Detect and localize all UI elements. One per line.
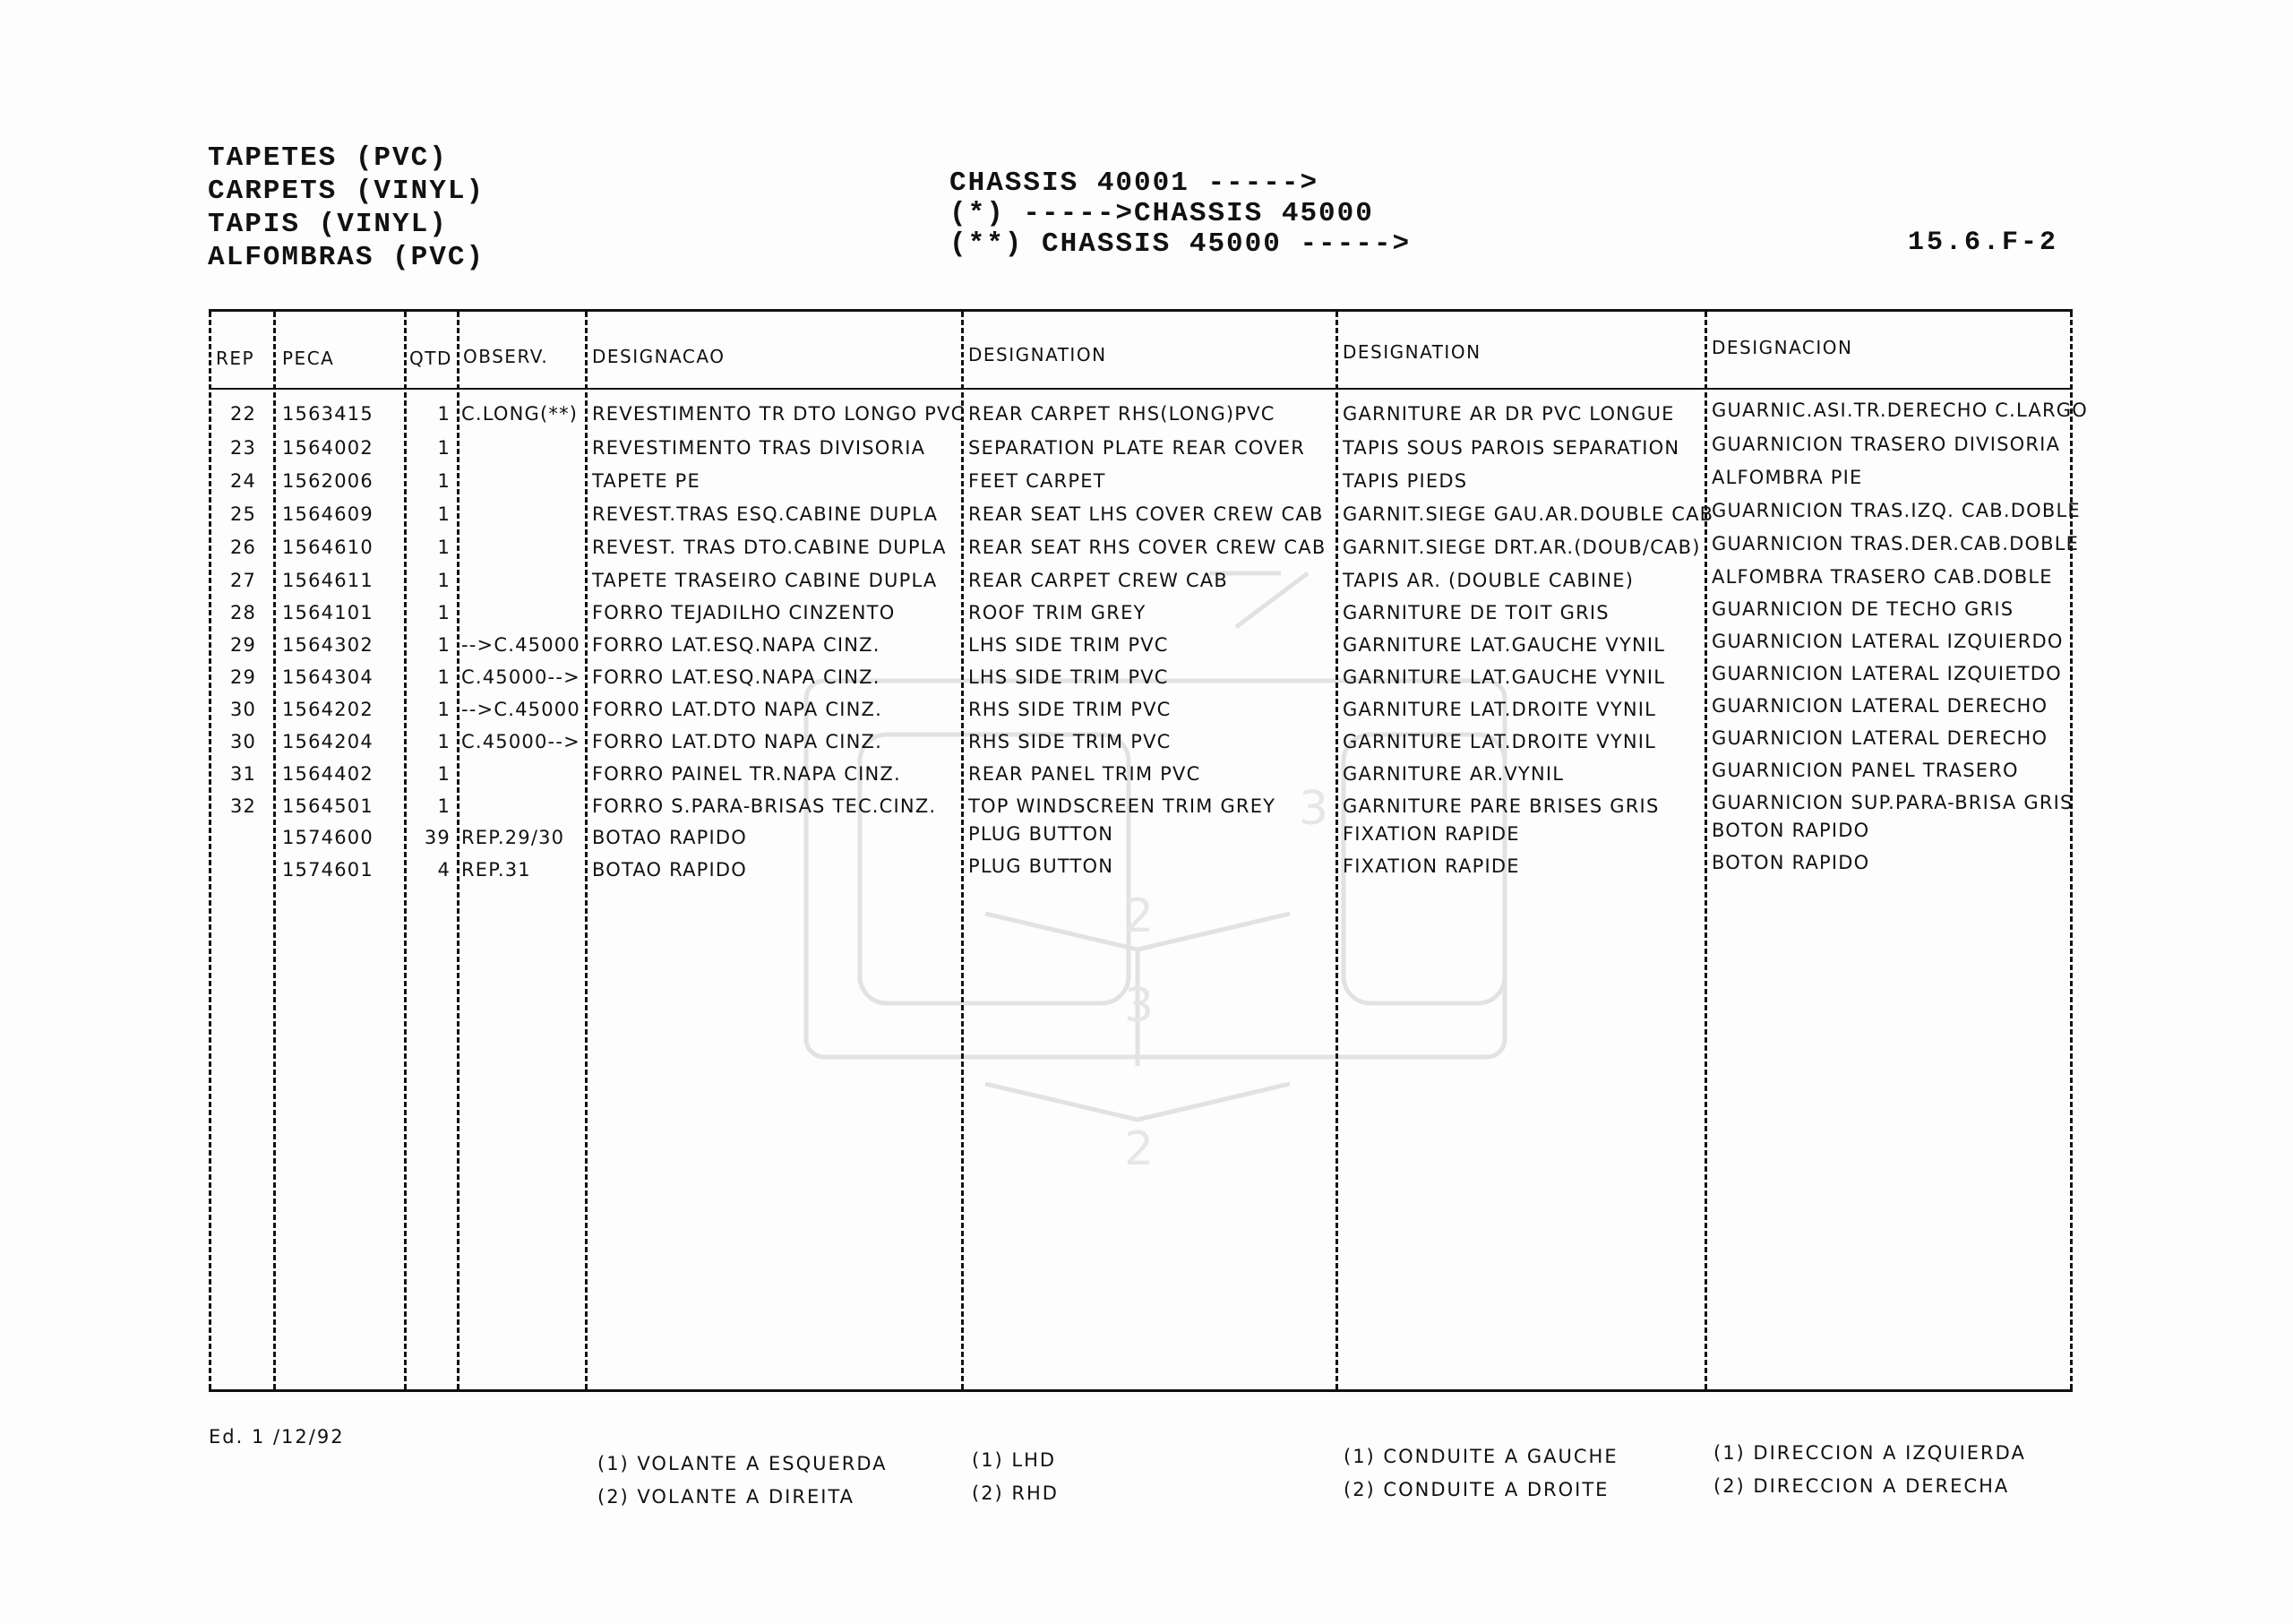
cell-rep: 32	[230, 795, 257, 817]
cell-qtd: 1	[437, 731, 451, 752]
footnote-line: (1) DIRECCION A IZQUIERDA	[1713, 1442, 2026, 1464]
cell-designacao: FORRO TEJADILHO CINZENTO	[592, 602, 896, 623]
cell-peca: 1564204	[282, 731, 374, 752]
cell-rep: 23	[230, 437, 257, 459]
cell-designacao: REVEST.TRAS ESQ.CABINE DUPLA	[592, 503, 939, 525]
cell-designation-en: PLUG BUTTON	[968, 823, 1114, 845]
cell-designacion: GUARNICION TRAS.DER.CAB.DOBLE	[1712, 533, 2080, 554]
cell-designation-fr: FIXATION RAPIDE	[1343, 855, 1520, 877]
cell-peca: 1564501	[282, 795, 374, 817]
header-peca: PECA	[282, 348, 335, 369]
svg-text:2: 2	[1124, 889, 1155, 943]
cell-peca: 1564101	[282, 602, 374, 623]
cell-qtd: 1	[437, 795, 451, 817]
cell-designation-fr: GARNITURE DE TOIT GRIS	[1343, 602, 1610, 623]
cell-designacao: FORRO PAINEL TR.NAPA CINZ.	[592, 763, 901, 785]
table-row	[209, 663, 2073, 698]
cell-qtd: 1	[437, 437, 451, 459]
cell-designation-fr: TAPIS AR. (DOUBLE CABINE)	[1343, 570, 1635, 591]
cell-designacion: ALFOMBRA TRASERO CAB.DOBLE	[1712, 566, 2053, 588]
header-designacao: DESIGNACAO	[592, 346, 726, 367]
cell-peca: 1564302	[282, 634, 374, 656]
table-row	[209, 467, 2073, 502]
cell-peca: 1563415	[282, 403, 374, 425]
cell-rep: 30	[230, 731, 257, 752]
cell-designation-fr: GARNITURE LAT.GAUCHE VYNIL	[1343, 634, 1666, 656]
cell-qtd: 4	[437, 859, 451, 881]
chassis-range	[949, 168, 1411, 260]
cell-observ: C.45000-->	[461, 666, 580, 688]
cell-designacion: BOTON RAPIDO	[1712, 820, 1870, 841]
cell-qtd: 1	[437, 699, 451, 720]
cell-designacion: BOTON RAPIDO	[1712, 852, 1870, 873]
cell-designacion: ALFOMBRA PIE	[1712, 467, 1863, 488]
header-qtd: QTD	[409, 348, 452, 369]
footnote-pt	[597, 1448, 888, 1514]
cell-rep: 25	[230, 503, 257, 525]
footnote-line: (1) VOLANTE A ESQUERDA	[597, 1453, 888, 1474]
footnote-line: (2) DIRECCION A DERECHA	[1713, 1475, 2010, 1497]
cell-designation-fr: GARNITURE LAT.DROITE VYNIL	[1343, 699, 1657, 720]
table-row	[209, 434, 2073, 468]
title-fr: TAPIS (VINYL)	[208, 209, 448, 240]
cell-designation-en: REAR SEAT LHS COVER CREW CAB	[968, 503, 1324, 525]
cell-peca: 1574600	[282, 827, 374, 848]
cell-qtd: 1	[437, 666, 451, 688]
cell-designacao: REVESTIMENTO TRAS DIVISORIA	[592, 437, 926, 459]
table-row	[209, 760, 2073, 795]
cell-designacao: FORRO LAT.DTO NAPA CINZ.	[592, 699, 882, 720]
footnote-fr	[1344, 1440, 1619, 1507]
chassis-line-3: (**) CHASSIS 45000 ----->	[949, 228, 1412, 260]
cell-peca: 1564304	[282, 666, 374, 688]
header-designation-fr: DESIGNATION	[1343, 341, 1481, 363]
cell-qtd: 1	[437, 634, 451, 656]
table-row	[209, 598, 2073, 633]
cell-qtd: 1	[437, 470, 451, 492]
cell-observ: REP.29/30	[461, 827, 565, 848]
table-row	[209, 727, 2073, 762]
table-row	[209, 566, 2073, 601]
cell-designacao: BOTAO RAPIDO	[592, 859, 748, 881]
footnote-es	[1713, 1437, 2026, 1503]
cell-designation-fr: GARNIT.SIEGE DRT.AR.(DOUB/CAB)	[1343, 537, 1701, 558]
cell-qtd: 1	[437, 403, 451, 425]
page-reference: 15.6.F-2	[1908, 228, 2059, 258]
cell-observ: C.LONG(**)	[461, 403, 579, 425]
header-rep: REP	[216, 348, 255, 369]
svg-text:2: 2	[1124, 1122, 1155, 1176]
cell-designacion: GUARNICION LATERAL IZQUIERDO	[1712, 631, 2064, 652]
cell-rep: 26	[230, 537, 257, 558]
cell-designation-fr: GARNITURE LAT.GAUCHE VYNIL	[1343, 666, 1666, 688]
cell-qtd: 1	[437, 602, 451, 623]
table-row	[209, 852, 2073, 890]
cell-qtd: 1	[437, 570, 451, 591]
cell-observ: -->C.45000	[461, 634, 580, 656]
cell-designation-en: PLUG BUTTON	[968, 855, 1114, 877]
cell-peca: 1564610	[282, 537, 374, 558]
footnote-line: (2) RHD	[972, 1482, 1059, 1504]
footnote-line: (2) CONDUITE A DROITE	[1344, 1479, 1610, 1500]
cell-designacion: GUARNICION TRASERO DIVISORIA	[1712, 434, 2061, 455]
cell-designation-fr: GARNITURE AR.VYNIL	[1343, 763, 1565, 785]
cell-designacion: GUARNICION LATERAL DERECHO	[1712, 727, 2048, 749]
cell-peca: 1564002	[282, 437, 374, 459]
parts-table	[209, 309, 2088, 1392]
chassis-line-2: (*) ----->CHASSIS 45000	[949, 198, 1374, 229]
cell-designacion: GUARNICION TRAS.IZQ. CAB.DOBLE	[1712, 500, 2081, 521]
cell-qtd: 1	[437, 537, 451, 558]
cell-designacao: TAPETE TRASEIRO CABINE DUPLA	[592, 570, 938, 591]
cell-designation-fr: GARNITURE LAT.DROITE VYNIL	[1343, 731, 1657, 752]
cell-designation-en: LHS SIDE TRIM PVC	[968, 666, 1169, 688]
cell-designation-en: SEPARATION PLATE REAR COVER	[968, 437, 1305, 459]
cell-peca: 1562006	[282, 470, 374, 492]
svg-text:3: 3	[1124, 979, 1155, 1033]
cell-designacion: GUARNICION PANEL TRASERO	[1712, 760, 2019, 781]
cell-rep: 31	[230, 763, 257, 785]
cell-designacao: FORRO LAT.ESQ.NAPA CINZ.	[592, 634, 880, 656]
footnote-line: (1) CONDUITE A GAUCHE	[1344, 1446, 1619, 1467]
cell-rep: 24	[230, 470, 257, 492]
cell-designacao: BOTAO RAPIDO	[592, 827, 748, 848]
cell-designation-en: ROOF TRIM GREY	[968, 602, 1146, 623]
cell-peca: 1564611	[282, 570, 374, 591]
cell-designation-en: RHS SIDE TRIM PVC	[968, 699, 1172, 720]
title-pt: TAPETES (PVC)	[208, 142, 448, 174]
cell-rep: 29	[230, 666, 257, 688]
footnote-en	[972, 1444, 1059, 1510]
cell-observ: C.45000-->	[461, 731, 580, 752]
cell-designation-en: FEET CARPET	[968, 470, 1106, 492]
header-designacion: DESIGNACION	[1712, 337, 1853, 358]
cell-rep: 22	[230, 403, 257, 425]
cell-peca: 1564402	[282, 763, 374, 785]
table-row	[209, 500, 2081, 535]
cell-designacion: GUARNICION LATERAL IZQUIETDO	[1712, 663, 2062, 684]
title-es: ALFOMBRAS (PVC)	[208, 242, 485, 273]
cell-observ: REP.31	[461, 859, 531, 881]
cell-qtd: 1	[437, 503, 451, 525]
footnote-line: (2) VOLANTE A DIREITA	[597, 1486, 855, 1508]
edition-date: Ed. 1 /12/92	[209, 1426, 345, 1448]
chassis-line-1: CHASSIS 40001 ----->	[949, 168, 1319, 199]
table-row	[209, 695, 2073, 730]
cell-qtd: 39	[424, 827, 451, 848]
cell-designacion: GUARNIC.ASI.TR.DERECHO C.LARGO	[1712, 400, 2088, 421]
cell-rep: 28	[230, 602, 257, 623]
cell-designation-en: LHS SIDE TRIM PVC	[968, 634, 1169, 656]
cell-peca: 1574601	[282, 859, 374, 881]
cell-designation-en: REAR PANEL TRIM PVC	[968, 763, 1201, 785]
cell-designation-en: REAR SEAT RHS COVER CREW CAB	[968, 537, 1327, 558]
cell-designation-fr: GARNITURE PARE BRISES GRIS	[1343, 795, 1660, 817]
cell-designation-en: REAR CARPET CREW CAB	[968, 570, 1228, 591]
cell-peca: 1564202	[282, 699, 374, 720]
svg-text:3: 3	[1299, 782, 1329, 836]
cell-designacao: REVESTIMENTO TR DTO LONGO PVC	[592, 403, 966, 425]
cell-designation-en: REAR CARPET RHS(LONG)PVC	[968, 403, 1275, 425]
cell-designacao: TAPETE PE	[592, 470, 700, 492]
cell-qtd: 1	[437, 763, 451, 785]
header-observ: OBSERV.	[463, 346, 549, 367]
cell-peca: 1564609	[282, 503, 374, 525]
cell-designacao: REVEST. TRAS DTO.CABINE DUPLA	[592, 537, 947, 558]
cell-rep: 30	[230, 699, 257, 720]
footnote-line: (1) LHD	[972, 1449, 1057, 1471]
cell-rep: 29	[230, 634, 257, 656]
cell-designacion: GUARNICION DE TECHO GRIS	[1712, 598, 2014, 620]
cell-designation-en: RHS SIDE TRIM PVC	[968, 731, 1172, 752]
document-titles	[208, 142, 485, 274]
cell-designacion: GUARNICION LATERAL DERECHO	[1712, 695, 2048, 717]
cell-rep: 27	[230, 570, 257, 591]
cell-designation-fr: TAPIS SOUS PAROIS SEPARATION	[1343, 437, 1680, 459]
cell-designacao: FORRO LAT.DTO NAPA CINZ.	[592, 731, 882, 752]
title-en: CARPETS (VINYL)	[208, 176, 485, 207]
table-row	[209, 631, 2073, 666]
table-row	[209, 533, 2080, 568]
cell-observ: -->C.45000	[461, 699, 580, 720]
header-rule	[209, 388, 2073, 390]
cell-designacao: FORRO S.PARA-BRISAS TEC.CINZ.	[592, 795, 937, 817]
cell-designation-en: TOP WINDSCREEN TRIM GREY	[968, 795, 1276, 817]
cell-designation-fr: GARNITURE AR DR PVC LONGUE	[1343, 403, 1675, 425]
cell-designacao: FORRO LAT.ESQ.NAPA CINZ.	[592, 666, 880, 688]
header-designation-en: DESIGNATION	[968, 344, 1107, 365]
cell-designation-fr: FIXATION RAPIDE	[1343, 823, 1520, 845]
cell-designacion: GUARNICION SUP.PARA-BRISA GRIS	[1712, 792, 2074, 813]
table-row	[209, 400, 2088, 434]
cell-designation-fr: GARNIT.SIEGE GAU.AR.DOUBLE CAB	[1343, 503, 1714, 525]
cell-designation-fr: TAPIS PIEDS	[1343, 470, 1468, 492]
